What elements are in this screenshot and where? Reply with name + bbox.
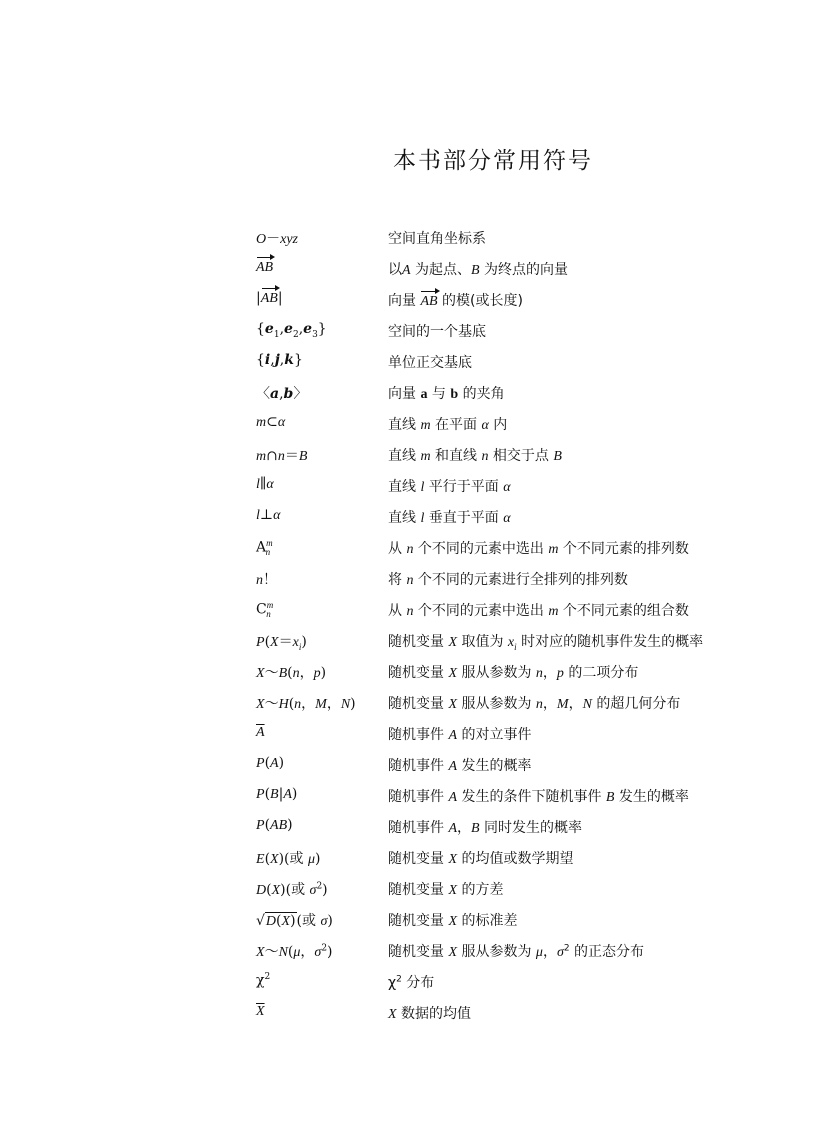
symbol-description: $\chi^2$ 分布 bbox=[388, 974, 435, 991]
symbol-description: 空间直角坐标系 bbox=[388, 231, 486, 247]
symbol-row bbox=[256, 906, 756, 937]
symbol-notation: l∥α bbox=[256, 476, 274, 492]
symbol-notation: |AB| bbox=[256, 290, 283, 306]
symbol-notation: D(X)(或 $\sigma^2$) bbox=[256, 881, 328, 898]
symbol-notation: O－xyz bbox=[256, 231, 299, 247]
symbol-notation: $\overline{X}$ bbox=[256, 1004, 265, 1019]
symbol-notation: P(A) bbox=[256, 755, 285, 771]
symbol-description: 随机事件 A 发生的概率 bbox=[388, 758, 532, 774]
symbol-description: 随机变量 X 服从参数为 μ，$\sigma^2$ 的正态分布 bbox=[388, 943, 645, 960]
symbol-description: 以A 为起点、B 为终点的向量 bbox=[388, 262, 569, 278]
symbol-notation: P(AB) bbox=[256, 817, 293, 833]
symbol-description: X 数据的均值 bbox=[388, 1006, 472, 1022]
symbol-description: 随机变量 X 服从参数为 n，M，N 的超几何分布 bbox=[388, 696, 681, 712]
symbol-notation: l⊥α bbox=[256, 507, 281, 523]
symbol-row bbox=[256, 348, 756, 379]
symbol-notation: $A^m_n$ bbox=[256, 538, 273, 558]
symbol-row bbox=[256, 968, 756, 999]
symbol-description: 随机事件 A，B 同时发生的概率 bbox=[388, 820, 583, 836]
symbol-notation: $\overline{A}$ bbox=[256, 725, 265, 740]
symbol-description: 从 n 个不同的元素中选出 m 个不同元素的排列数 bbox=[388, 541, 689, 557]
symbol-row bbox=[256, 410, 756, 441]
symbol-row bbox=[256, 844, 756, 875]
symbol-notation: AB bbox=[256, 260, 274, 275]
symbol-notation: $P(X=x_i)$ bbox=[256, 634, 307, 652]
symbol-description: 随机变量 X 服从参数为 n，p 的二项分布 bbox=[388, 665, 639, 681]
symbol-row bbox=[256, 379, 756, 410]
symbol-table bbox=[256, 224, 756, 1030]
symbol-row bbox=[256, 658, 756, 689]
symbol-description: 随机变量 X 取值为 $x_i$ 时对应的随机事件发生的概率 bbox=[388, 634, 704, 652]
symbol-description: 随机变量 X 的方差 bbox=[388, 882, 504, 898]
symbol-notation: $\chi^2$ bbox=[256, 972, 271, 989]
symbol-description: 随机变量 X 的均值或数学期望 bbox=[388, 851, 574, 867]
symbol-description: 单位正交基底 bbox=[388, 355, 472, 371]
symbol-row bbox=[256, 255, 756, 286]
symbol-description: 直线 l 平行于平面 α bbox=[388, 479, 511, 495]
symbol-row bbox=[256, 503, 756, 534]
symbol-notation: n！ bbox=[256, 572, 277, 588]
symbol-description: 直线 m 和直线 n 相交于点 B bbox=[388, 448, 562, 464]
symbol-row bbox=[256, 689, 756, 720]
symbol-row bbox=[256, 813, 756, 844]
symbol-row bbox=[256, 317, 756, 348]
symbol-notation: E(X)(或 μ) bbox=[256, 851, 321, 867]
symbol-notation: 〈a,b〉 bbox=[256, 386, 308, 402]
symbol-row bbox=[256, 534, 756, 565]
symbol-row bbox=[256, 596, 756, 627]
symbol-description: 从 n 个不同的元素中选出 m 个不同元素的组合数 bbox=[388, 603, 689, 619]
symbol-row bbox=[256, 472, 756, 503]
symbol-notation: {i,j,k} bbox=[256, 352, 303, 368]
symbol-row bbox=[256, 627, 756, 658]
symbol-notation: √D(X)(或 σ) bbox=[256, 913, 333, 929]
symbol-row bbox=[256, 224, 756, 255]
symbol-row bbox=[256, 565, 756, 596]
symbol-notation: m∩n＝B bbox=[256, 448, 308, 464]
symbol-row bbox=[256, 751, 756, 782]
symbol-row bbox=[256, 937, 756, 968]
symbol-row bbox=[256, 720, 756, 751]
symbol-row bbox=[256, 286, 756, 317]
symbol-row bbox=[256, 782, 756, 813]
symbol-row bbox=[256, 875, 756, 906]
symbol-notation: $\{e_1,e_2,e_3\}$ bbox=[256, 321, 327, 340]
symbol-description: 直线 l 垂直于平面 α bbox=[388, 510, 511, 526]
symbol-description: 将 n 个不同的元素进行全排列的排列数 bbox=[388, 572, 628, 588]
symbol-notation: X～B(n，p) bbox=[256, 665, 327, 681]
symbol-description: 随机事件 A 发生的条件下随机事件 B 发生的概率 bbox=[388, 789, 689, 805]
symbol-description: 向量 AB 的模(或长度) bbox=[388, 293, 523, 309]
symbol-description: 向量 a 与 b 的夹角 bbox=[388, 386, 505, 402]
symbol-notation: $C^m_n$ bbox=[256, 600, 274, 620]
symbol-notation: m⊂α bbox=[256, 414, 286, 430]
symbol-description: 直线 m 在平面 α 内 bbox=[388, 417, 508, 433]
symbol-notation: P(B|A) bbox=[256, 786, 298, 802]
symbol-description: 随机事件 A 的对立事件 bbox=[388, 727, 532, 743]
symbol-description: 空间的一个基底 bbox=[388, 324, 486, 340]
symbol-notation: X～H(n，M，N) bbox=[256, 696, 356, 712]
page-title: 本书部分常用符号 bbox=[393, 148, 593, 174]
symbol-row bbox=[256, 999, 756, 1030]
symbol-row bbox=[256, 441, 756, 472]
symbol-notation: X～N(μ，$\sigma^2$) bbox=[256, 943, 333, 960]
symbol-description: 随机变量 X 的标准差 bbox=[388, 913, 518, 929]
